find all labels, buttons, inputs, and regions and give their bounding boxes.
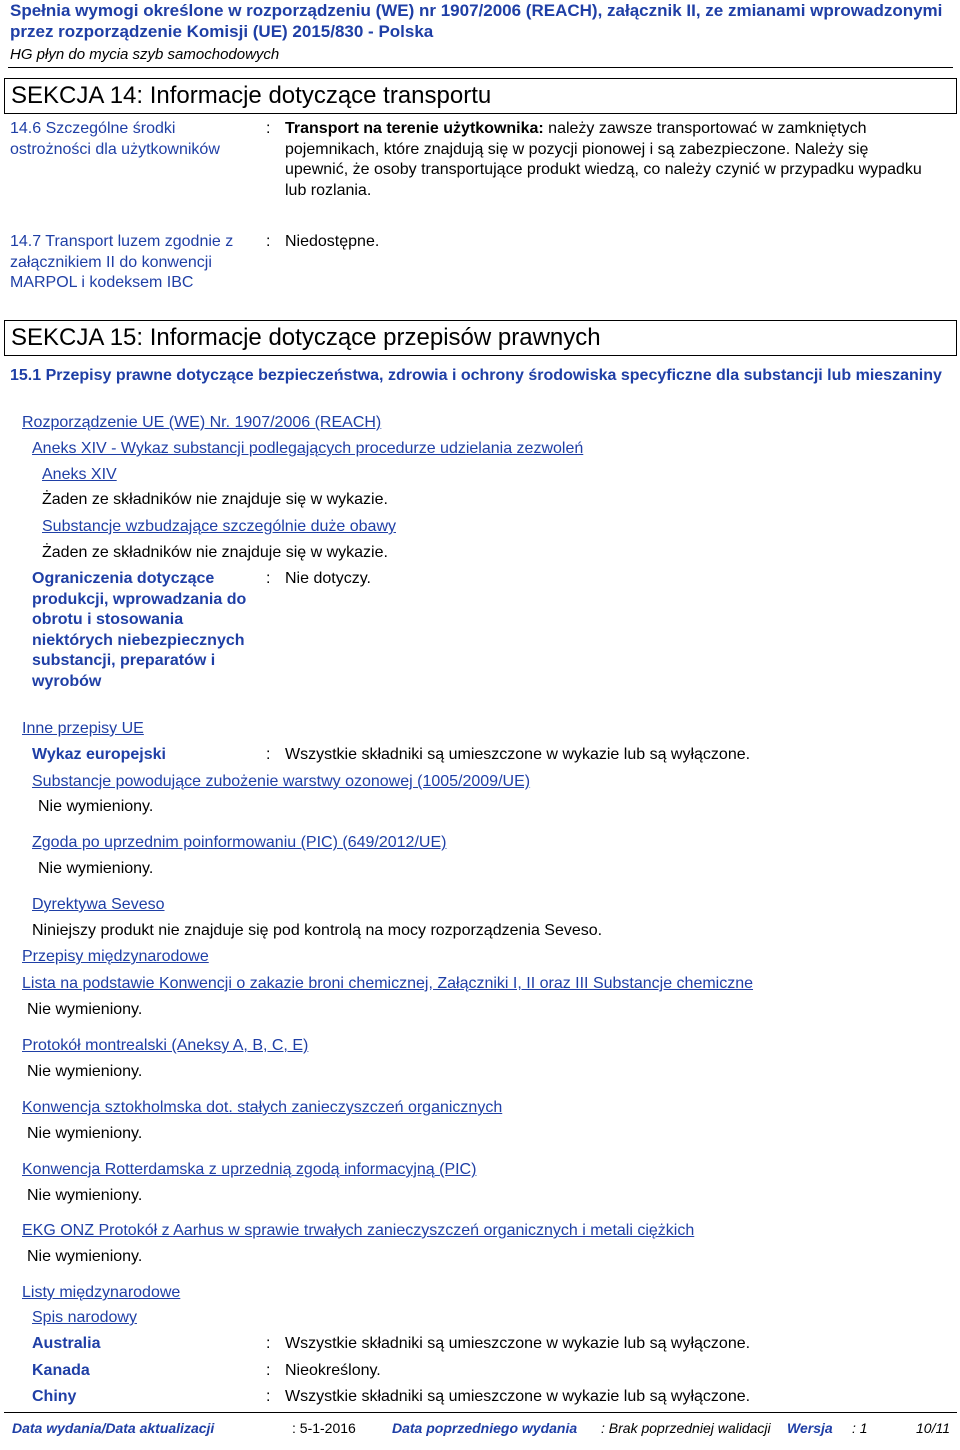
section-14-6-label: 14.6 Szczególne środki ostrożności dla użytkowników (10, 120, 220, 158)
colon: : (266, 1335, 271, 1352)
stockholm-heading: Konwencja sztokholmska dot. stałych zanieczyszczeń organicznych (22, 1099, 503, 1116)
other-eu-heading: Inne przepisy UE (22, 720, 144, 737)
eu-inventory-value: Wszystkie składniki są umieszczone w wykazie lub są wyłączone. (285, 746, 751, 763)
footer-date-value: : 5-1-2016 (292, 1420, 356, 1436)
user-transport-label: Transport na terenie użytkownika: (285, 120, 544, 137)
annex-xiv-heading: Aneks XIV - Wykaz substancji podlegających procedurze udzielania zezwoleń (32, 440, 584, 457)
user-transport-text: należy zawsze transportować w zamkniętych pojemnikach, które znajdują się w pozycji pionowej i są zabezpieczone. Należy się upewnić, że osoby transportujące produkt wiedzą, co należy czynić w przypadku wypadku lub rozlania. (285, 120, 922, 199)
ozone-value: Nie wymieniony. (38, 798, 154, 815)
intl-lists-heading: Listy międzynarodowe (22, 1284, 181, 1301)
section-14-heading: SEKCJA 14: Informacje dotyczące transportu (4, 78, 957, 114)
australia-label: Australia (32, 1335, 101, 1352)
colon: : (266, 120, 271, 137)
rotterdam-heading: Konwencja Rotterdamska z uprzednią zgodą informacyjną (PIC) (22, 1161, 477, 1178)
section-15-heading: SEKCJA 15: Informacje dotyczące przepisów prawnych (4, 320, 957, 356)
stockholm-value: Nie wymieniony. (27, 1125, 143, 1142)
montreal-heading: Protokół montrealski (Aneksy A, B, C, E) (22, 1037, 309, 1054)
canada-label: Kanada (32, 1362, 90, 1379)
pic-value: Nie wymieniony. (38, 860, 154, 877)
pic-heading: Zgoda po uprzednim poinformowaniu (PIC) (649/2012/UE) (32, 834, 447, 851)
ozone-heading: Substancje powodujące zubożenie warstwy ozonowej (1005/2009/UE) (32, 773, 531, 790)
australia-value: Wszystkie składniki są umieszczone w wykazie lub są wyłączone. (285, 1335, 751, 1352)
footer-version-value: : 1 (852, 1420, 868, 1436)
section-14-7-label: 14.7 Transport luzem zgodnie z załącznikiem II do konwencji MARPOL i kodeksem IBC (10, 233, 234, 291)
national-inventory-heading: Spis narodowy (32, 1309, 137, 1326)
montreal-value: Nie wymieniony. (27, 1063, 143, 1080)
colon: : (266, 1362, 271, 1379)
footer-divider (4, 1412, 957, 1413)
colon: : (266, 570, 271, 587)
annex-xiv-subheading: Aneks XIV (42, 466, 117, 483)
footer-previous-value: : Brak poprzedniej walidacji (601, 1420, 771, 1436)
annex-xiv-value: Żaden ze składników nie znajduje się w wykazie. (42, 491, 388, 508)
eu-inventory-label: Wykaz europejski (32, 746, 166, 763)
seveso-value: Niniejszy produkt nie znajduje się pod kontrolą na mocy rozporządzenia Seveso. (32, 922, 603, 939)
product-name: HG płyn do mycia szyb samochodowych (10, 46, 280, 63)
document-header-title: Spełnia wymogi określone w rozporządzeniu (WE) nr 1907/2006 (REACH), załącznik II, ze zmianami wprowadzonymi przez rozporządzenie Komisji (UE) 2015/830 - Polska (10, 1, 943, 41)
restrictions-label: Ograniczenia dotyczące produkcji, wprowadzania do obrotu i stosowania niektórych niebezpiecznych substancji, preparatów i wyrobów (32, 570, 247, 690)
header-divider (8, 67, 953, 68)
seveso-heading: Dyrektywa Seveso (32, 896, 165, 913)
restrictions-value: Nie dotyczy. (285, 570, 371, 587)
reach-heading: Rozporządzenie UE (WE) Nr. 1907/2006 (REACH) (22, 414, 382, 431)
colon: : (266, 746, 271, 763)
footer-version-label: Wersja (787, 1420, 833, 1436)
colon: : (266, 233, 271, 250)
section-14-6-value (285, 119, 935, 201)
section-14-7-value: Niedostępne. (285, 233, 380, 250)
svhc-heading: Substancje wzbudzające szczególnie duże obawy (42, 518, 396, 535)
aarhus-heading: EKG ONZ Protokół z Aarhus w sprawie trwałych zanieczyszczeń organicznych i metali ciężkich (22, 1222, 695, 1239)
svhc-value: Żaden ze składników nie znajduje się w wykazie. (42, 544, 388, 561)
canada-value: Nieokreślony. (285, 1362, 381, 1379)
cwc-value: Nie wymieniony. (27, 1001, 143, 1018)
colon: : (266, 1388, 271, 1405)
cwc-heading: Lista na podstawie Konwencji o zakazie broni chemicznej, Załączniki I, II oraz III Substancje chemiczne (22, 975, 754, 992)
footer-previous-label: Data poprzedniego wydania (392, 1420, 578, 1436)
intl-regulations-heading: Przepisy międzynarodowe (22, 948, 209, 965)
china-value: Wszystkie składniki są umieszczone w wykazie lub są wyłączone. (285, 1388, 751, 1405)
china-label: Chiny (32, 1388, 77, 1405)
aarhus-value: Nie wymieniony. (27, 1248, 143, 1265)
page-number: 10/11 (916, 1420, 950, 1436)
section-15-1-heading: 15.1 Przepisy prawne dotyczące bezpieczeństwa, zdrowia i ochrony środowiska specyficzne dla substancji lub mieszaniny (10, 367, 942, 384)
rotterdam-value: Nie wymieniony. (27, 1187, 143, 1204)
footer-date-label: Data wydania/Data aktualizacji (12, 1420, 215, 1436)
